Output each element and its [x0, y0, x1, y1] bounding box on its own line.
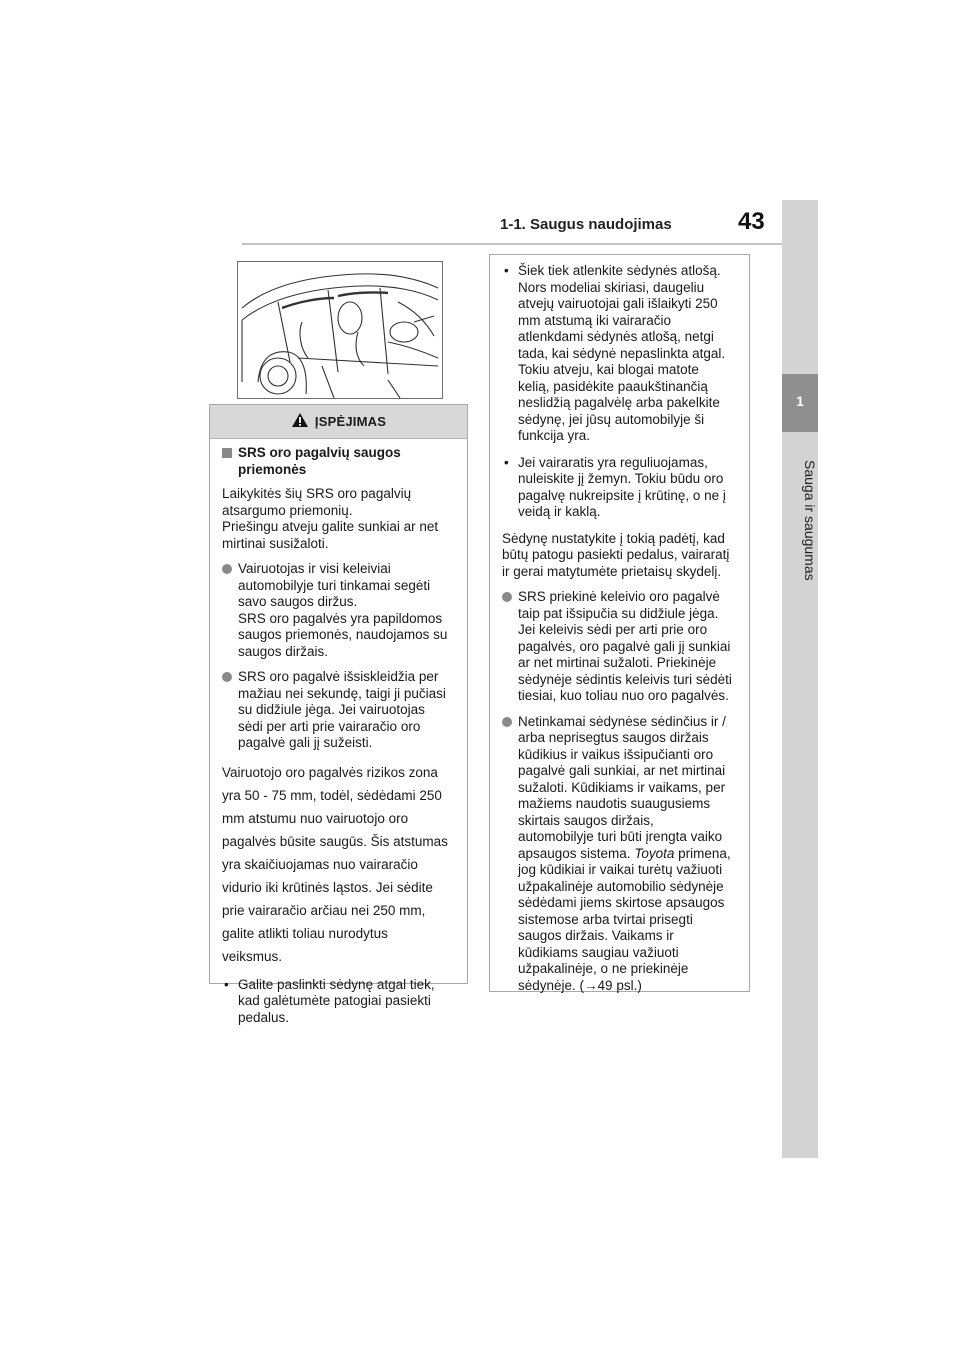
text-line: pagalvė gali jį sužeisti.: [238, 735, 373, 750]
text-line: savo saugos diržus.: [238, 594, 358, 609]
text-line: kad galėtumėte patogiai pasiekti: [238, 993, 431, 1008]
text-line: SRS priekinė keleivio oro pagalvė: [518, 589, 720, 604]
text-line: Vairuotojo oro pagalvės rizikos zona: [222, 764, 438, 780]
text-line: pagalvės būsite saugūs. Šis atstumas: [222, 833, 448, 849]
text-line: sistemose arba tvirtai prisegti: [518, 911, 693, 927]
section-title: 1-1. Saugus naudojimas: [500, 216, 672, 233]
text-line: pagalvę nukreipsite į krūtinę, o ne į: [518, 487, 726, 503]
text-line: neslidžią pagalvėlę arba pakelkite: [518, 395, 720, 410]
text-line: saugos priemonės, naudojamos su: [238, 627, 448, 642]
text-line: mm atstumą iki vairaračio: [518, 312, 672, 328]
text-line: mirtinai susižaloti.: [222, 535, 329, 551]
text-line: Vairuotojas ir visi keleiviai: [238, 561, 391, 576]
list-item: [222, 977, 455, 1027]
text-line: arba neprisegtus saugos diržais: [518, 730, 709, 745]
text-line: funkcija yra.: [518, 428, 591, 443]
text-line: • Šiek tiek atlenkite sėdynės atlošą.: [518, 263, 721, 278]
text-line: atvejų vairuotojai gali išlaikyti 250: [518, 296, 718, 311]
chapter-title: Sauga ir saugumas: [802, 459, 818, 581]
chapter-number: 1: [796, 393, 804, 409]
text-line: sėdynę, jei jūsų automobilyje ši: [518, 411, 705, 427]
text-line: pagalvė gali sunkiai, ar net mirtinai: [518, 763, 726, 778]
text-line: [518, 846, 737, 863]
text-line: galite atlikti toliau nurodytus: [222, 925, 388, 941]
warning-title: ĮSPĖJIMAS: [314, 414, 387, 429]
text-line: sėdi per arti prie vairaračio oro: [238, 718, 421, 734]
warning-triangle-icon: [291, 412, 309, 431]
text-line: mm atstumu nuo vairuotojo oro: [222, 810, 409, 826]
text-line: • Jei vairaratis yra reguliuojamas,: [518, 454, 708, 470]
text-line: kelią, pasidėkite paaukštinančią: [518, 378, 708, 394]
text-line: mažiems naudotis suaugusiems: [518, 796, 711, 811]
text-line: tiesiai, kuo toliau nuo oro pagalvės.: [518, 688, 729, 703]
text-line: SRS oro pagalvė išsiskleidžia per: [238, 669, 439, 684]
page-number: 43: [738, 208, 765, 235]
text-line: mažiau nei sekundę, taigi ji pučiasi: [238, 685, 446, 701]
distance-paragraph: [222, 761, 455, 968]
text-segment: primena,: [674, 845, 731, 861]
text-line: skirtais saugos diržais,: [518, 812, 654, 828]
text-line: automobilyje turi tinkamai segėti: [238, 577, 431, 593]
chapter-side-tab: [782, 200, 818, 1158]
text-line: • Galite paslinkti sėdynę atgal tiek,: [238, 976, 435, 992]
text-line: taip pat išsipučia su didžiule jėga.: [518, 605, 719, 621]
warning-intro: [222, 486, 455, 552]
text-line: užpakalinėje automobilio sėdynėje: [518, 878, 724, 894]
text-segment: sėdynėje. (: [518, 977, 585, 993]
text-line: sėdynėje sėdintis keleivis turi sėdėti: [518, 671, 732, 687]
text-line: atsargumo priemonių.: [222, 502, 353, 518]
text-line: Jei keleivis sėdi per arti prie oro: [518, 622, 708, 637]
text-line: yra skaičiuojamas nuo vairaračio: [222, 856, 418, 872]
text-line: pagalvės, oro pagalvė gali jį sunkiai: [518, 638, 731, 654]
text-segment: apsaugos sistema.: [518, 845, 635, 861]
text-line: Laikykitės šių SRS oro pagalvių: [222, 486, 412, 501]
text-line: kūdikiams saugiau važiuoti: [518, 944, 679, 960]
text-line: automobilyje turi būti įrengta vaiko: [518, 829, 723, 844]
list-item: [222, 561, 455, 660]
text-line: veiksmus.: [222, 948, 283, 964]
list-item: [502, 714, 737, 995]
text-line: [518, 978, 737, 995]
text-line: pedalus.: [238, 1009, 290, 1025]
text-line: būtų patogu pasiekti pedalus, vairaratį: [502, 547, 730, 562]
text-line: vidurio iki krūtinės ląstos. Jei sėdite: [222, 879, 433, 895]
list-item: [502, 455, 737, 521]
text-line: sužaloti. Kūdikiams ir vaikams, per: [518, 779, 726, 795]
list-item: [502, 263, 737, 445]
text-line: yra 50 - 75 mm, todėl, sėdėdami 250: [222, 787, 442, 803]
text-line: SRS oro pagalvės yra papildomos: [238, 610, 443, 626]
text-line: su didžiule jėga. Jei vairuotojas: [238, 702, 425, 717]
text-line: Priešingu atveju galite sunkiai ar net: [222, 519, 439, 534]
text-line: saugos diržais.: [238, 643, 329, 659]
text-line: sėdėdami jiems skirtose apsaugos: [518, 895, 725, 910]
warning-header: [210, 405, 467, 439]
text-line: Nors modeliai skiriasi, daugeliu: [518, 279, 705, 295]
text-line: atlenkdami sėdynės atlošą, netgi: [518, 329, 714, 344]
text-line: užpakalinėje, o ne priekinėje: [518, 961, 689, 976]
text-line: prie vairaračio arčiau nei 250 mm,: [222, 902, 426, 918]
seat-position-paragraph: [502, 531, 737, 581]
text-line: ar net mirtinai sužaloti. Priekinėje: [518, 655, 717, 670]
text-line: Sėdynę nustatykite į tokią padėtį, kad: [502, 530, 725, 546]
text-line: tada, kai sėdynė nepaslinkta atgal.: [518, 345, 726, 361]
list-item: [502, 589, 737, 705]
text-line: nuleiskite jį žemyn. Tokiu būdu oro: [518, 471, 724, 486]
text-line: jog kūdikiai ir vaikai turėtų važiuoti: [518, 862, 723, 877]
text-line: Tokiu atveju, kai blogai matote: [518, 362, 699, 377]
header-divider: [242, 243, 784, 245]
car-interior-drawing: [238, 262, 442, 398]
car-airbag-illustration: [237, 261, 443, 399]
text-line: kūdikius ir vaikus išsipučianti oro: [518, 746, 714, 762]
text-line: veidą ir kaklą.: [518, 504, 601, 519]
text-line: ir gerai matytumėte prietaisų skydelį.: [502, 563, 722, 579]
warning-box: [209, 404, 468, 1025]
text-line: saugos diržais. Vaikams ir: [518, 928, 674, 943]
text-line: Netinkamai sėdynėse sėdinčius ir /: [518, 713, 726, 729]
list-item: [222, 669, 455, 752]
arrow-icon: →: [584, 977, 598, 993]
page-reference[interactable]: 49 psl.): [597, 977, 642, 993]
airbag-precautions-heading: SRS oro pagalvių saugos priemonės: [222, 445, 455, 478]
warning-continuation-box: [489, 254, 750, 992]
brand-name: Toyota: [634, 845, 675, 861]
